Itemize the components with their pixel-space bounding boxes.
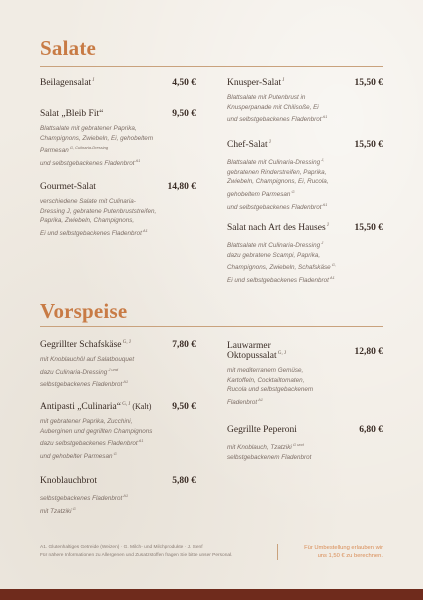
item-description-line: verschiedene Salate mit Culinaria-	[40, 198, 136, 205]
item-name-text: Chef-Salat	[227, 140, 268, 151]
item-name	[40, 78, 94, 88]
item-header	[40, 340, 196, 354]
allergen-code: A1	[257, 396, 263, 402]
allergen-legend	[40, 544, 232, 560]
item-name-text: Knoblauchbrot	[40, 476, 97, 486]
item-description-line: gebratenen Rinderstreifen, Paprika,	[227, 168, 327, 176]
item-header	[40, 109, 196, 123]
rebooking-note-line: uns 1,50 € zu berechnen.	[317, 553, 383, 559]
item-price: 5,80 €	[172, 476, 196, 486]
item-name-text: Gourmet-Salat	[40, 182, 96, 192]
item-name-text: Gegrillte Peperoni	[227, 425, 297, 435]
menu-item	[40, 476, 196, 516]
item-name	[227, 140, 271, 150]
menu-item	[227, 425, 383, 462]
allergen-code: J,	[320, 157, 325, 162]
item-price: 15,50 €	[354, 223, 383, 233]
item-name	[227, 425, 297, 435]
allergen-info-line: Für nähere Informationen zu Allergenen und Zusatzstoffen fragen Sie bitte unser Personal.	[40, 553, 233, 558]
item-price: 14,80 €	[167, 182, 196, 192]
item-description	[227, 155, 383, 212]
item-price: 9,50 €	[172, 402, 196, 412]
item-price: 7,80 €	[172, 340, 196, 350]
item-description-line: gehobeltem Parmesan $^G$	[227, 188, 295, 198]
item-description-line: mit Tzatziki $^G$	[40, 505, 76, 515]
item-header	[40, 182, 196, 196]
allergen-code: J	[267, 140, 271, 145]
item-description-line: dazu Culinaria-Dressing $^{J und}$	[40, 366, 119, 376]
item-description-line: mit mediterranem Gemüse,	[227, 367, 304, 374]
menu-item	[40, 109, 196, 169]
allergen-code: J	[320, 240, 324, 245]
item-description	[40, 124, 196, 169]
item-description-line: Kartoffeln, Cocktailtomaten,	[227, 376, 305, 384]
item-description-line: Champignons, Zwiebeln, Ei, gehobeltem	[40, 134, 154, 142]
item-header	[227, 425, 383, 439]
item-description-line: Dressing J, gebratene Putenbruststreifen,	[40, 207, 157, 215]
item-description-line: Ei und selbstgebackenes Fladenbrot $^{A1}$	[227, 274, 335, 285]
allergen-code: A1	[328, 274, 335, 280]
allergen-code: A1	[137, 438, 144, 444]
menu-item	[227, 78, 383, 125]
item-description	[227, 440, 383, 462]
item-name-text: Knusper-Salat	[227, 78, 282, 89]
item-description-line: selbstgebackenes Fladenbrot $^{A1}$	[40, 493, 129, 503]
allergen-code: G	[112, 450, 117, 456]
menu-item	[227, 341, 383, 407]
menu-item	[227, 223, 383, 286]
item-name	[40, 182, 96, 192]
item-description	[227, 238, 383, 286]
allergen-code: G, J	[121, 340, 131, 345]
item-description-line: Blattsalate mit gebratener Paprika,	[40, 125, 137, 132]
item-description-line: Paprika, Zwiebeln, Champignons,	[40, 217, 135, 225]
item-description	[227, 366, 383, 407]
item-price: 15,50 €	[354, 78, 383, 88]
item-price: 12,80 €	[354, 347, 383, 357]
allergen-code: A1	[321, 114, 328, 120]
allergen-code: G, J	[276, 351, 286, 356]
allergen-code: A1	[141, 227, 148, 233]
allergen-code: G, Culinaria-Dressing	[68, 145, 109, 151]
rebooking-note-line: Für Umbestellung erlauben wir	[304, 545, 383, 551]
item-description-line: Zwiebeln, Champignons, Ei, Rucola,	[227, 178, 329, 186]
item-description-line: Ei und selbstgebackenes Fladenbrot $^{A1}$	[40, 227, 148, 237]
item-header	[40, 402, 196, 416]
section-divider-vorspeise	[40, 326, 383, 327]
allergen-code: A1	[122, 493, 129, 498]
item-description-line: Parmesan $^{G, Culinaria-Dressing}$	[40, 145, 109, 155]
footer-divider	[277, 544, 278, 560]
item-description-line: Knusperpanade mit Chilisoße, Ei	[227, 103, 319, 111]
rebooking-note	[283, 544, 383, 560]
item-price: 15,50 €	[354, 140, 383, 150]
menu-item	[40, 402, 196, 462]
allergen-code: G,	[330, 262, 336, 268]
item-name-text: Salat nach Art des Hauses	[227, 223, 326, 234]
item-name	[40, 402, 151, 412]
item-description	[40, 417, 196, 462]
item-price: 4,50 €	[172, 78, 196, 88]
item-description	[40, 197, 196, 238]
menu-item	[40, 340, 196, 390]
allergen-code: A1	[321, 201, 328, 207]
item-name-text: Salat „Bleib Fit“	[40, 109, 104, 119]
item-name-text: Antipasti „Culinaria“	[40, 402, 121, 413]
item-name	[40, 476, 97, 486]
bottom-color-band	[0, 589, 423, 600]
item-name-text: Lauwarmer	[227, 341, 271, 351]
item-description-line: selbstgebackenes Fladenbrot $^{A1}$	[40, 379, 129, 389]
item-name	[227, 223, 329, 233]
item-description-line: und selbstgebackenes Fladenbrot $^{A1}$	[227, 201, 328, 211]
section-divider-salate	[40, 66, 383, 67]
section-title-vorspeise: Vorspeise	[40, 299, 128, 323]
allergen-code: G	[71, 505, 76, 511]
item-header	[40, 78, 196, 92]
menu-item	[227, 140, 383, 212]
item-description-line: und selbstgebackenes Fladenbrot $^{A1}$	[227, 114, 328, 124]
allergen-code: A1	[122, 379, 129, 385]
item-description-line: und gehobelter Parmesan $^G$	[40, 450, 117, 460]
item-description-line: mit Knoblauch, Tzatziki $^{G und}$	[227, 442, 304, 452]
item-name-text: Gegrillter Schafskäse	[40, 340, 122, 351]
item-header	[40, 476, 196, 490]
item-price: 9,50 €	[172, 109, 196, 119]
menu-item	[40, 182, 196, 238]
item-name	[227, 341, 286, 361]
item-description-line: Fladenbrot $^{A1}$	[227, 396, 263, 406]
allergen-code: J	[325, 223, 329, 228]
item-header	[227, 140, 383, 154]
item-description-line: dazu gebratene Scampi, Paprika,	[227, 251, 321, 259]
allergen-code: J	[281, 78, 285, 83]
item-description	[227, 93, 383, 125]
menu-item	[40, 78, 196, 93]
item-description-line: selbstgebackenem Fladenbrot	[227, 453, 312, 461]
item-name	[40, 340, 131, 350]
section-title-salate: Salate	[40, 36, 97, 60]
allergen-code: A1	[134, 157, 141, 163]
item-description-line: Auberginen und gegrillten Champignons	[40, 427, 153, 435]
allergen-code: J und	[107, 366, 119, 372]
item-description-line: dazu selbstgebackenes Fladenbrot $^{A1}$	[40, 438, 144, 448]
item-name	[227, 78, 284, 88]
item-name-text: Oktopussalat	[227, 351, 277, 362]
item-description	[40, 355, 196, 390]
allergen-code: G, J	[121, 402, 131, 407]
item-description-line: mit gebratener Paprika, Zucchini,	[40, 418, 133, 425]
item-price: 6,80 €	[359, 425, 383, 435]
allergen-legend-line: A1. Glutenhaltiges Getreide (Weizen) · G. Milch- und Milchprodukte · J. Senf	[40, 545, 203, 550]
item-description	[40, 491, 196, 516]
item-name	[40, 109, 103, 119]
item-header	[227, 341, 383, 365]
item-description-line: mit Knoblauchöl auf Salatbouquet	[40, 356, 135, 363]
item-description-line: Rucola und selbstgebackenem	[227, 386, 314, 394]
item-name-text: Beilagensalat	[40, 78, 92, 89]
item-description-line: Champignons, Zwiebeln, Schafskäse $^{G,}$	[227, 262, 336, 272]
item-header	[227, 78, 383, 92]
item-description-line: Blattsalate mit Culinaria-Dressing $^J$	[227, 240, 324, 250]
item-name-suffix: (Kalt)	[130, 402, 152, 412]
allergen-code: G und	[291, 442, 304, 447]
item-description-line: Blattsalate mit Putenbrust in	[227, 94, 306, 101]
item-description-line: Blattsalate mit Culinaria-Dressing $^{J,}$	[227, 157, 325, 167]
item-header	[227, 223, 383, 237]
item-description-line: und selbstgebackenes Fladenbrot $^{A1}$	[40, 157, 141, 167]
allergen-code: J	[91, 78, 95, 83]
allergen-code: G	[290, 188, 295, 194]
